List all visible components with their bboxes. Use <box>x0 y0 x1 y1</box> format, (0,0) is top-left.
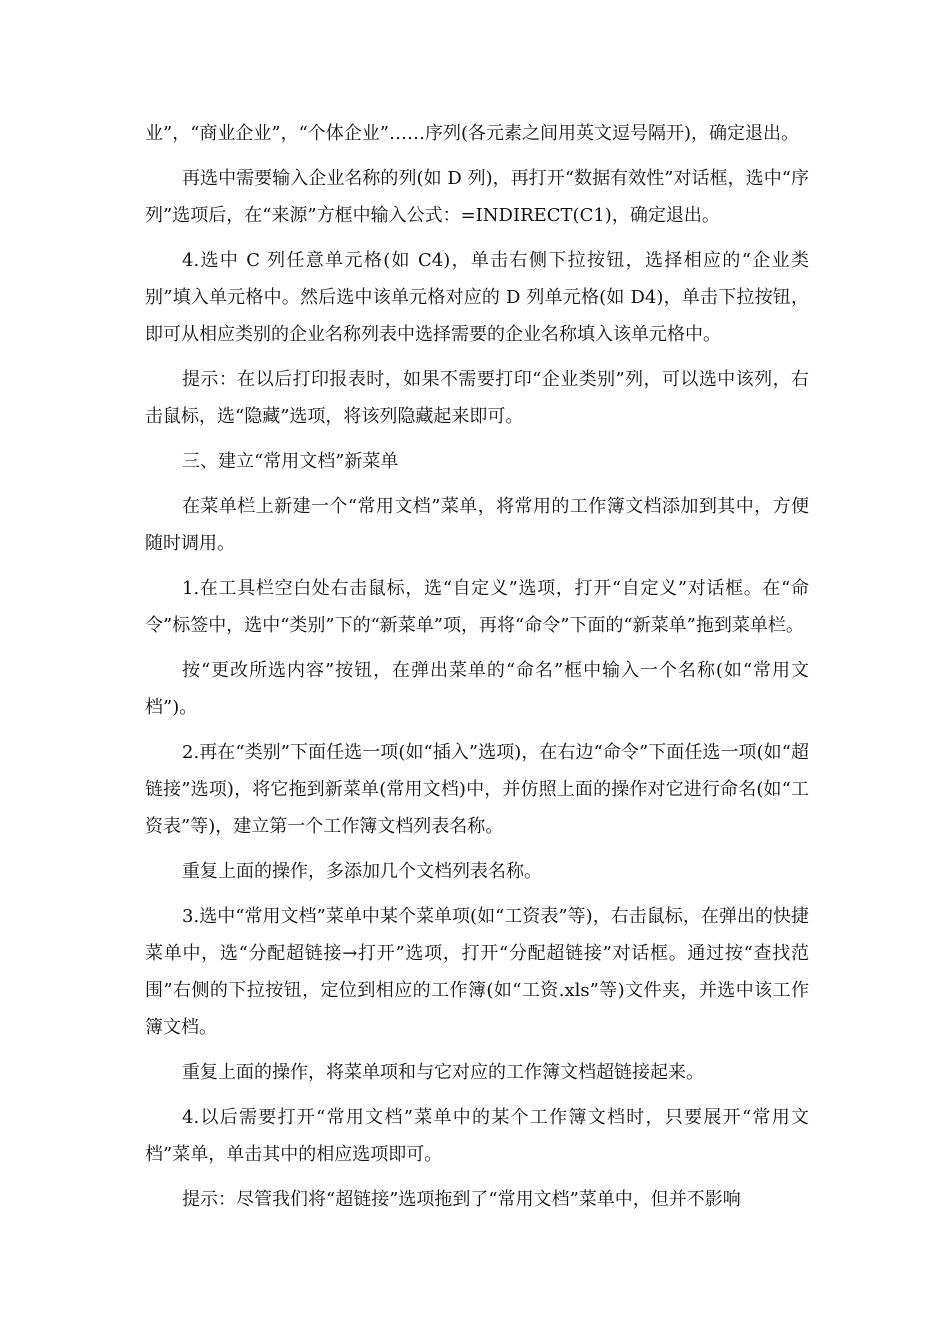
paragraph-11: 3.选中“常用文档”菜单中某个菜单项(如“工资表”等)，右击鼠标，在弹出的快捷菜单中，选“分配超链接→打开”选项，打开“分配超链接”对话框。通过按“查找范围”右侧的下拉按钮，定位到相应的工作簿(如“工资.xls”等)文件夹，并选中该工作簿文档。 <box>145 906 809 1038</box>
paragraph-10: 重复上面的操作，多添加几个文档列表名称。 <box>182 861 542 882</box>
paragraph-3: 4.选中 C 列任意单元格(如 C4)，单击右侧下拉按钮，选择相应的“企业类别”填入单元格中。然后选中该单元格对应的 D 列单元格(如 D4)，单击下拉按钮，即可从相应类别的企业名称列表中选择需要的企业名称填入该单元格中。 <box>145 250 809 345</box>
paragraph-1: 业”，“商业企业”，“个体企业”……序列(各元素之间用英文逗号隔开)，确定退出。 <box>145 123 800 144</box>
paragraph-7: 1.在工具栏空白处右击鼠标，选“自定义”选项，打开“自定义”对话框。在“命令”标签中，选中“类别”下的“新菜单”项，再将“命令”下面的“新菜单”拖到菜单栏。 <box>145 578 809 636</box>
document-page <box>145 115 809 1226</box>
paragraph-6: 在菜单栏上新建一个“常用文档”菜单，将常用的工作簿文档添加到其中，方便随时调用。 <box>145 496 809 554</box>
paragraph-14-tip: 提示：尽管我们将“超链接”选项拖到了“常用文档”菜单中，但并不影响 <box>182 1189 741 1210</box>
paragraph-9: 2.再在“类别”下面任选一项(如“插入”选项)，在右边“命令”下面任选一项(如“超链接”选项)，将它拖到新菜单(常用文档)中，并仿照上面的操作对它进行命名(如“工资表”等)，建立第一个工作簿文档列表名称。 <box>145 742 809 837</box>
paragraph-13: 4.以后需要打开“常用文档”菜单中的某个工作簿文档时，只要展开“常用文档”菜单，单击其中的相应选项即可。 <box>145 1107 809 1165</box>
paragraph-8: 按“更改所选内容”按钮，在弹出菜单的“命名”框中输入一个名称(如“常用文档”)。 <box>145 660 809 718</box>
paragraph-2: 再选中需要输入企业名称的列(如 D 列)，再打开“数据有效性”对话框，选中“序列”选项后，在“来源”方框中输入公式：=INDIRECT(C1)，确定退出。 <box>145 168 809 226</box>
paragraph-12: 重复上面的操作，将菜单项和与它对应的工作簿文档超链接起来。 <box>182 1062 704 1083</box>
paragraph-4-tip: 提示：在以后打印报表时，如果不需要打印“企业类别”列，可以选中该列，右击鼠标，选“隐藏”选项，将该列隐藏起来即可。 <box>145 369 809 427</box>
section-heading-3: 三、建立“常用文档”新菜单 <box>182 451 399 472</box>
